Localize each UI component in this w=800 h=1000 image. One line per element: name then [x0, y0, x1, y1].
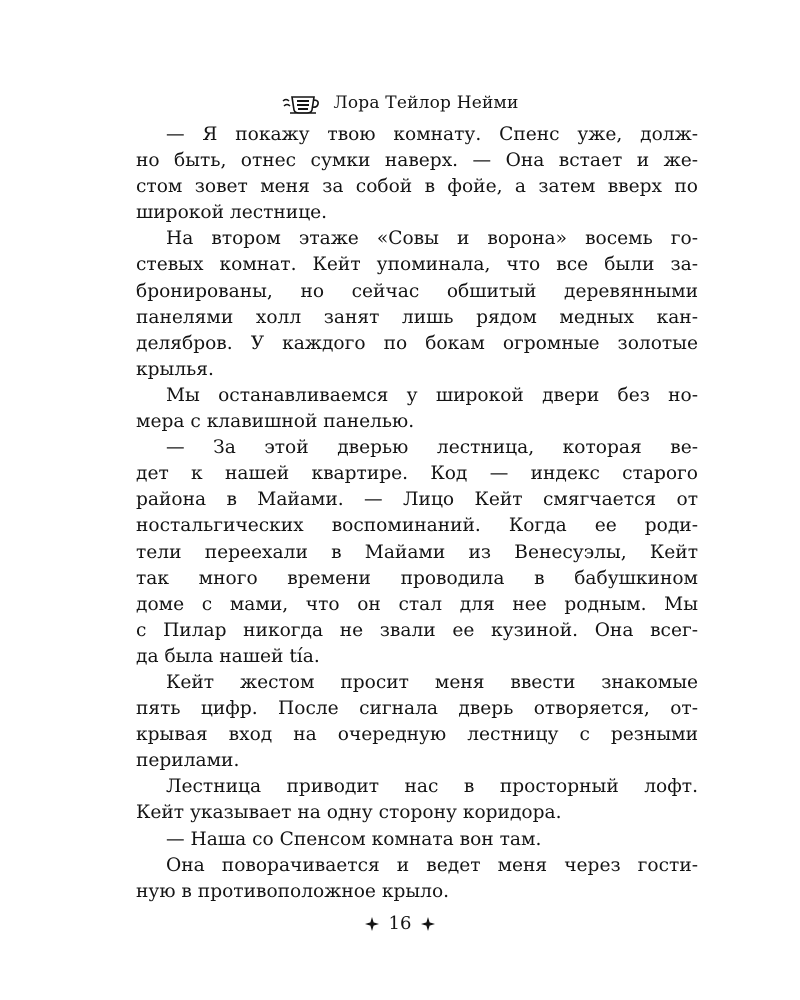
text-line: района в Майами. — Лицо Кейт смягчается от: [136, 489, 698, 511]
page-footer: [0, 910, 800, 938]
text-line: — За этой дверью лестница, которая ве-: [166, 437, 698, 459]
text-line: Кейт жестом просит меня ввести знакомые: [166, 671, 698, 693]
text-line: — Я покажу твою комнату. Спенс уже, долж-: [166, 124, 698, 145]
text-line: делябров. У каждого по бокам огромные золотые: [136, 332, 698, 354]
text-line: перилами.: [136, 750, 240, 772]
text-line: да была нашей tía.: [136, 645, 320, 667]
teacup-icon: [281, 91, 321, 115]
four-point-star-icon: [365, 917, 379, 931]
text-line: ностальгических воспоминаний. Когда ее роди-: [136, 515, 698, 537]
text-line: тели переехали в Майами из Венесуэлы, Кейт: [136, 541, 698, 563]
text-line: широкой лестнице.: [136, 202, 328, 224]
header-author: Лора Тейлор Нейми: [333, 92, 519, 113]
text-line: но быть, отнес сумки наверх. — Она встает и же-: [136, 150, 698, 172]
body-text: [136, 122, 698, 905]
text-line: дет к нашей квартире. Код — индекс старого: [136, 463, 698, 485]
text-line: пять цифр. После сигнала дверь отворяется, от-: [136, 698, 698, 720]
text-line: Кейт указывает на одну сторону коридора.: [136, 802, 562, 824]
text-line: мера с клавишной панелью.: [136, 411, 415, 433]
four-point-star-icon: [421, 917, 435, 931]
text-line: панелями холл занят лишь рядом медных кан-: [136, 306, 698, 328]
text-line: ную в противоположное крыло.: [136, 880, 450, 902]
text-line: стевых комнат. Кейт упоминала, что все были за-: [136, 254, 698, 276]
text-line: На втором этаже «Совы и ворона» восемь го-: [166, 228, 698, 250]
text-line: с Пилар никогда не звали ее кузиной. Она всег-: [136, 619, 698, 641]
text-line: стом зовет меня за собой в фойе, а затем вверх по: [136, 176, 698, 198]
text-line: крылья.: [136, 358, 214, 380]
text-line: доме с мами, что он стал для нее родным. Мы: [136, 593, 698, 615]
text-line: — Наша со Спенсом комната вон там.: [166, 828, 542, 850]
text-line: Она поворачивается и ведет меня через гости-: [166, 854, 698, 876]
text-line: Лестница приводит нас в просторный лофт.: [166, 776, 698, 798]
text-line: бронированы, но сейчас обшитый деревянными: [136, 280, 698, 302]
text-line: Мы останавливаемся у широкой двери без но-: [166, 384, 698, 406]
text-line: крывая вход на очередную лестницу с резными: [136, 724, 698, 746]
page-number: 16: [388, 913, 412, 934]
running-header: [0, 89, 800, 117]
text-line: так много времени проводила в бабушкином: [136, 567, 698, 589]
